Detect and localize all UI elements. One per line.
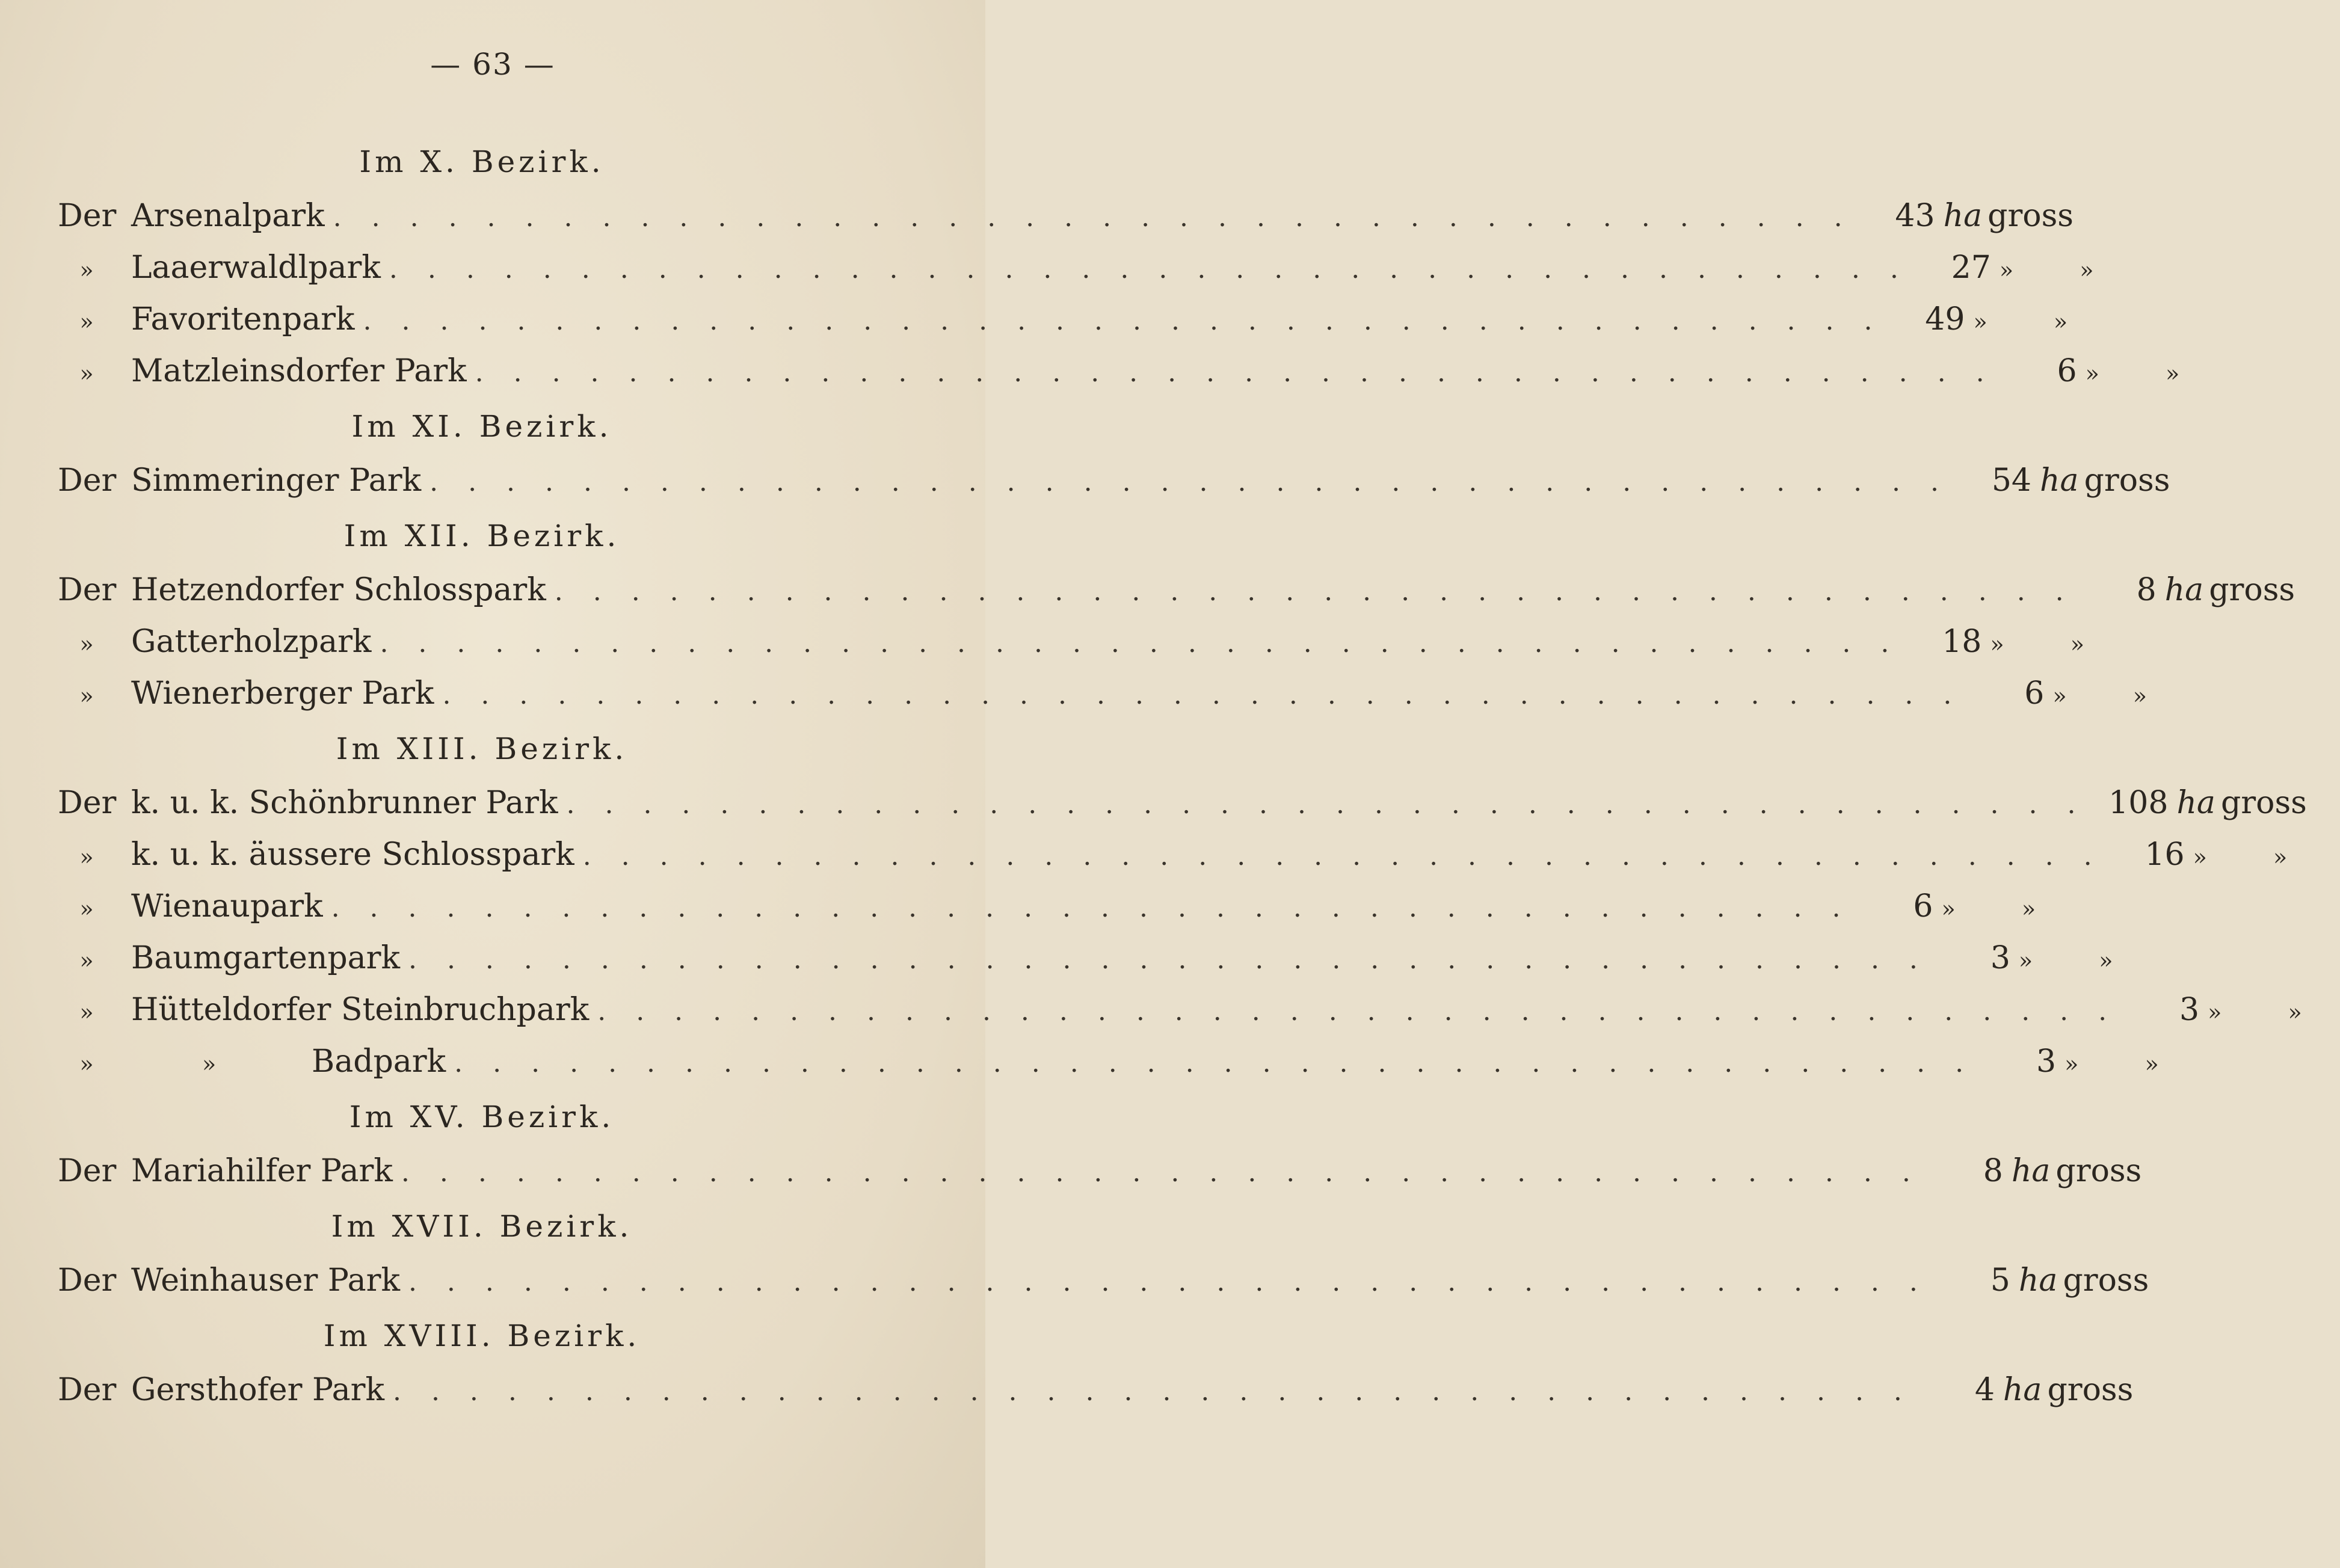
article-label: Der <box>58 785 117 821</box>
ditto-mark: » <box>2085 360 2099 387</box>
ditto-mark: » <box>79 999 94 1025</box>
park-entry <box>58 345 2180 397</box>
park-entry <box>58 294 2068 345</box>
park-entry <box>58 932 2113 984</box>
dot-leader: . . . . . . . . . . . . . . . . . . . . . . . . . . . . . . . . . . . . . . . . <box>380 628 1900 659</box>
park-name: Hetzendorfer Schlosspark <box>131 572 546 608</box>
district-heading: Im XIII. Bezirk. <box>336 731 628 766</box>
ditto-mark: » <box>2288 999 2302 1025</box>
article-label: Der <box>58 1153 117 1189</box>
dot-leader: . . . . . . . . . . . . . . . . . . . . . . . . . . . . . . . . . . . . . . . . <box>331 893 1852 923</box>
area-amount: 6 <box>2057 353 2077 389</box>
park-name-cell <box>131 1036 454 1090</box>
park-name: Mariahilfer Park <box>131 1153 393 1189</box>
area-amount: 3 <box>1990 940 2010 976</box>
park-entry <box>58 1145 2142 1197</box>
ditto-mark: » <box>1999 257 2014 283</box>
ditto-mark: » <box>202 1051 217 1077</box>
dot-leader: . . . . . . . . . . . . . . . . . . . . . . . . . . . . . . . . . . . . . . . . <box>554 576 2075 607</box>
ditto-mark: » <box>2052 683 2067 709</box>
article-label: Der <box>58 1372 117 1408</box>
park-name-cell <box>131 829 583 881</box>
park-name: Wienerberger Park <box>131 675 434 712</box>
area-unit: ha <box>2018 1262 2058 1299</box>
district-heading: Im XI. Bezirk. <box>351 409 612 444</box>
area-amount: 43 <box>1895 198 1935 234</box>
park-name-cell <box>131 932 408 984</box>
dot-leader: . . . . . . . . . . . . . . . . . . . . . . . . . . . . . . . . . . . . . . . . <box>333 202 1853 233</box>
ditto-mark: » <box>79 844 94 870</box>
area-amount: 6 <box>1913 888 1933 924</box>
park-entry <box>58 1036 2159 1087</box>
ditto-mark: » <box>1973 309 1987 335</box>
article-label: Der <box>58 463 117 499</box>
area-unit: ha <box>1943 198 1983 234</box>
park-entry <box>58 564 2295 616</box>
ditto-mark: » <box>2064 1051 2079 1077</box>
dot-leader: . . . . . . . . . . . . . . . . . . . . . . . . . . . . . . . . . . . . . . . . <box>475 357 1995 388</box>
park-name: Hütteldorfer Steinbruchpark <box>131 992 590 1028</box>
area-amount: 3 <box>2179 992 2200 1028</box>
area-amount: 54 <box>1991 463 2032 499</box>
district-heading: Im X. Bezirk. <box>359 144 605 179</box>
ditto-mark: » <box>2099 947 2113 974</box>
page-number: — 63 — <box>430 47 555 82</box>
ditto-mark: » <box>2144 1051 2159 1077</box>
park-name-cell <box>131 1255 408 1306</box>
dot-leader: . . . . . . . . . . . . . . . . . . . . . . . . . . . . . . . . . . . . . . . . <box>408 1267 1929 1297</box>
area-amount: 108 <box>2108 785 2169 821</box>
park-name: Laaerwaldlpark <box>131 250 381 286</box>
park-name: k. u. k. Schönbrunner Park <box>131 785 558 821</box>
ditto-mark: » <box>2208 999 2222 1025</box>
district-heading: Im XII. Bezirk. <box>343 518 620 553</box>
park-name: Wienaupark <box>131 888 323 924</box>
area-amount: 49 <box>1925 301 1965 337</box>
park-name: Simmeringer Park <box>131 463 422 499</box>
ditto-mark: » <box>2080 257 2094 283</box>
park-name: Gersthofer Park <box>131 1372 384 1408</box>
area-amount: 3 <box>2036 1044 2057 1080</box>
area-amount: 6 <box>2024 675 2045 712</box>
park-name-cell <box>131 455 430 506</box>
park-name: Favoritenpark <box>131 301 355 337</box>
article-label: Der <box>58 572 117 608</box>
park-entry <box>58 668 2147 719</box>
park-name-cell <box>131 881 331 932</box>
ditto-mark: » <box>2018 947 2033 974</box>
area-unit: ha <box>2011 1153 2051 1189</box>
size-label: gross <box>2221 785 2307 821</box>
ditto-mark: » <box>79 631 94 657</box>
park-name-cell <box>131 1145 401 1197</box>
area-unit: ha <box>2003 1372 2042 1408</box>
park-name-cell <box>131 984 597 1036</box>
park-entry <box>58 242 2094 294</box>
ditto-mark: » <box>2070 631 2084 657</box>
ditto-mark: » <box>1941 896 1956 922</box>
area-amount: 4 <box>1974 1372 1995 1408</box>
park-name-cell <box>131 668 442 719</box>
ditto-mark: » <box>2273 844 2288 870</box>
article-label: Der <box>58 1262 117 1299</box>
ditto-mark: » <box>79 947 94 974</box>
size-label: gross <box>1987 198 2074 234</box>
dot-leader: . . . . . . . . . . . . . . . . . . . . . . . . . . . . . . . . . . . . . . . . <box>597 996 2118 1027</box>
size-label: gross <box>2055 1153 2142 1189</box>
size-label: gross <box>2047 1372 2134 1408</box>
park-name: Baumgartenpark <box>131 940 400 976</box>
park-name: Badpark <box>312 1044 446 1080</box>
size-label: gross <box>2063 1262 2149 1299</box>
park-list <box>58 132 2307 1416</box>
area-unit: ha <box>2176 785 2215 821</box>
park-entry <box>58 455 2170 506</box>
park-name: Weinhauser Park <box>131 1262 400 1299</box>
dot-leader: . . . . . . . . . . . . . . . . . . . . . . . . . . . . . . . . . . . . . . . . <box>430 467 1950 497</box>
park-name: Arsenalpark <box>131 198 325 234</box>
area-amount: 18 <box>1942 624 1982 660</box>
dot-leader: . . . . . . . . . . . . . . . . . . . . . . . . . . . . . . . . . . . . . . . . <box>454 1048 1975 1078</box>
ditto-mark: » <box>2165 360 2180 387</box>
area-amount: 8 <box>2136 572 2157 608</box>
dot-leader: . . . . . . . . . . . . . . . . . . . . . . . . . . . . . . . . . . . . . . . . <box>442 680 1963 710</box>
area-amount: 5 <box>1990 1262 2010 1299</box>
district-heading: Im XV. Bezirk. <box>349 1099 615 1134</box>
ditto-mark: » <box>79 683 94 709</box>
ditto-mark: » <box>79 309 94 335</box>
ditto-mark: » <box>2021 896 2036 922</box>
area-amount: 8 <box>1983 1153 2003 1189</box>
ditto-mark: » <box>2053 309 2068 335</box>
park-name-cell <box>131 777 567 829</box>
park-name: Matzleinsdorfer Park <box>131 353 467 389</box>
park-entry <box>58 881 2036 932</box>
dot-leader: . . . . . . . . . . . . . . . . . . . . . . . . . . . . . . . . . . . . . . . . <box>363 306 1883 336</box>
ditto-mark: » <box>1990 631 2004 657</box>
park-entry <box>58 616 2084 668</box>
park-entry <box>58 777 2307 829</box>
park-entry <box>58 190 2074 242</box>
dot-leader: . . . . . . . . . . . . . . . . . . . . . . . . . . . . . . . . . . . . . . . . <box>582 841 2103 872</box>
ditto-mark: » <box>79 257 94 283</box>
park-name-cell <box>131 345 475 397</box>
park-entry <box>58 829 2288 881</box>
size-label: gross <box>2084 463 2170 499</box>
article-label: Der <box>58 198 117 234</box>
dot-leader: . . . . . . . . . . . . . . . . . . . . . . . . . . . . . . . . . . . . . . . . <box>566 789 2087 820</box>
area-amount: 16 <box>2144 837 2185 873</box>
dot-leader: . . . . . . . . . . . . . . . . . . . . . . . . . . . . . . . . . . . . . . . . <box>389 254 1909 284</box>
ditto-mark: » <box>79 896 94 922</box>
dot-leader: . . . . . . . . . . . . . . . . . . . . . . . . . . . . . . . . . . . . . . . . <box>392 1376 1913 1407</box>
park-name: Gatterholzpark <box>131 624 372 660</box>
area-unit: ha <box>2040 463 2079 499</box>
ditto-mark: » <box>79 1051 94 1077</box>
park-entry <box>58 984 2302 1036</box>
dot-leader: . . . . . . . . . . . . . . . . . . . . . . . . . . . . . . . . . . . . . . . . <box>408 944 1929 975</box>
ditto-mark: » <box>79 360 94 387</box>
area-amount: 27 <box>1951 250 1991 286</box>
ditto-mark: » <box>2132 683 2147 709</box>
dot-leader: . . . . . . . . . . . . . . . . . . . . . . . . . . . . . . . . . . . . . . . . <box>401 1157 1921 1188</box>
park-name-cell <box>131 564 555 616</box>
size-label: gross <box>2209 572 2295 608</box>
park-name-cell <box>131 190 333 242</box>
park-entry <box>58 1255 2149 1306</box>
park-name-cell <box>131 1364 393 1416</box>
district-heading: Im XVIII. Bezirk. <box>323 1318 641 1353</box>
park-name: k. u. k. äussere Schlosspark <box>131 837 574 873</box>
park-name-cell <box>131 294 363 345</box>
park-entry <box>58 1364 2134 1416</box>
park-name-cell <box>131 242 389 294</box>
ditto-mark: » <box>2193 844 2207 870</box>
area-unit: ha <box>2164 572 2204 608</box>
park-name-cell <box>131 616 380 668</box>
district-heading: Im XVII. Bezirk. <box>331 1209 633 1244</box>
